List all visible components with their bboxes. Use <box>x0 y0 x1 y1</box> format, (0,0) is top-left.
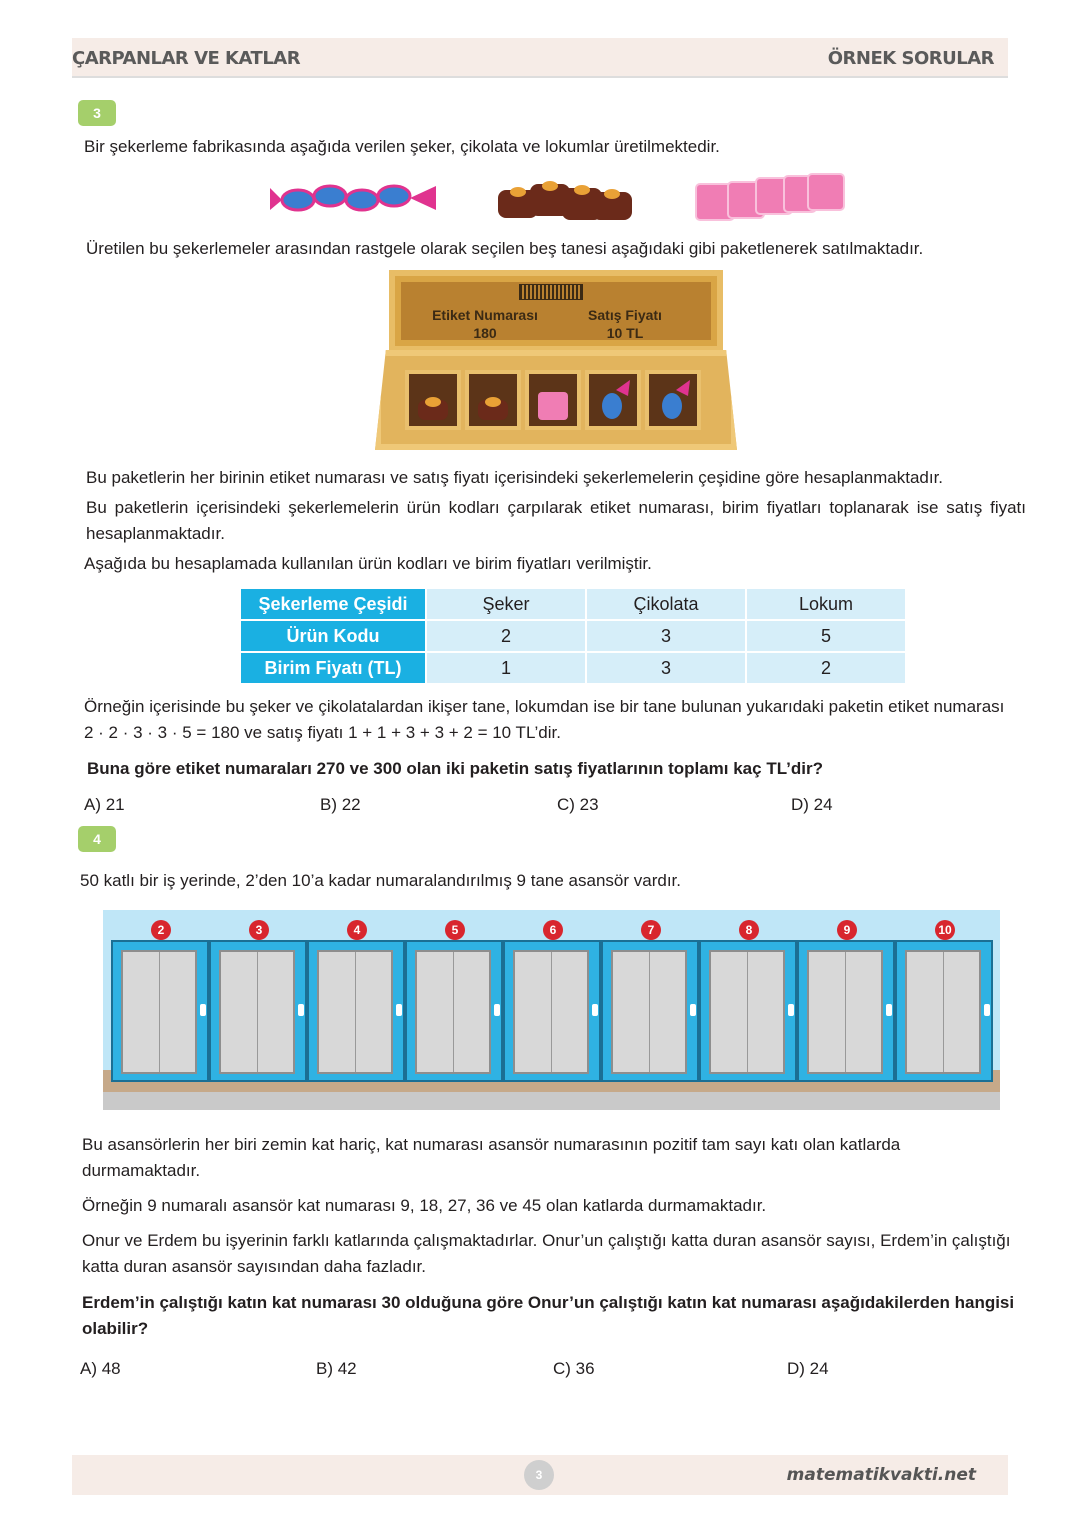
table-cell: 2 <box>746 652 906 684</box>
elevator <box>601 923 699 1082</box>
lokum-image <box>694 172 846 222</box>
chapter-title: ÇARPANLAR VE KATLAR <box>72 48 301 69</box>
elevator-door <box>905 950 981 1074</box>
call-button-icon <box>886 1004 892 1016</box>
candy-box-image <box>375 270 737 458</box>
q4-paragraph-4: Onur ve Erdem bu işyerinin farklı katlarında çalışmaktadırlar. Onur’un çalıştığı katta duran asansör sayısı, Erdem’in çalıştığı katta duran asansör sayısından daha fazladır. <box>82 1231 1011 1276</box>
elevator-door <box>317 950 393 1074</box>
q3-option-b[interactable]: B) 22 <box>320 795 361 814</box>
elevator-door <box>709 950 785 1074</box>
elevator <box>797 923 895 1082</box>
elevator-door <box>513 950 589 1074</box>
table-row <box>240 652 906 684</box>
call-button-icon <box>494 1004 500 1016</box>
q3-question: Buna göre etiket numaraları 270 ve 300 olan iki paketin satış fiyatlarının toplamı kaç TL’dir? <box>87 759 823 778</box>
table-row <box>240 588 906 620</box>
q3-option-c[interactable]: C) 23 <box>557 795 599 814</box>
call-button-icon <box>984 1004 990 1016</box>
page-footer <box>72 1455 1008 1495</box>
elevator-number-badge: 6 <box>543 920 563 940</box>
row-header: Şekerleme Çeşidi <box>240 588 426 620</box>
elevator <box>405 923 503 1082</box>
call-button-icon <box>788 1004 794 1016</box>
table-cell: 2 <box>426 620 586 652</box>
elevator-number-badge: 4 <box>347 920 367 940</box>
page-header <box>72 38 1008 78</box>
page-number: 3 <box>524 1460 554 1490</box>
call-button-icon <box>592 1004 598 1016</box>
elevator <box>111 923 209 1082</box>
chocolate-image <box>496 176 634 222</box>
call-button-icon <box>200 1004 206 1016</box>
call-button-icon <box>396 1004 402 1016</box>
product-table <box>239 587 907 685</box>
elevator-number-badge: 3 <box>249 920 269 940</box>
price-title: Satış Fiyatı <box>588 307 662 323</box>
q4-paragraph-3: Örneğin 9 numaralı asansör kat numarası 9, 18, 27, 36 ve 45 olan katlarda durmamaktadır. <box>82 1196 767 1215</box>
question-number: 3 <box>78 100 116 126</box>
q4-option-a[interactable]: A) 48 <box>80 1359 121 1378</box>
section-title: ÖRNEK SORULAR <box>827 48 994 69</box>
row-header: Ürün Kodu <box>240 620 426 652</box>
q4-question: Erdem’in çalıştığı katın kat numarası 30 olduğuna göre Onur’un çalıştığı katın kat numarası aşağıdakilerden hangisi olabilir? <box>82 1293 1015 1338</box>
elevators-image <box>103 910 1000 1110</box>
table-cell: Lokum <box>746 588 906 620</box>
elevator <box>307 923 405 1082</box>
elevator-number-badge: 9 <box>837 920 857 940</box>
table-cell: 1 <box>426 652 586 684</box>
q3-option-d[interactable]: D) 24 <box>791 795 833 814</box>
candy-image <box>268 178 438 220</box>
elevator-number-badge: 8 <box>739 920 759 940</box>
barcode-icon <box>519 284 583 300</box>
elevator-number-badge: 7 <box>641 920 661 940</box>
q3-paragraph-5: Aşağıda bu hesaplamada kullanılan ürün kodları ve birim fiyatları verilmiştir. <box>84 554 652 573</box>
q4-intro: 50 katlı bir iş yerinde, 2’den 10’a kadar numaralandırılmış 9 tane asansör vardır. <box>80 871 681 890</box>
table-cell: 3 <box>586 620 746 652</box>
q3-paragraph-2: Üretilen bu şekerlemeler arasından rastgele olarak seçilen beş tanesi aşağıdaki gibi paketlenerek satılmaktadır. <box>86 239 924 258</box>
q3-intro: Bir şekerleme fabrikasında aşağıda verilen şeker, çikolata ve lokumlar üretilmektedir. <box>84 137 720 156</box>
elevator <box>895 923 993 1082</box>
elevator-door <box>121 950 197 1074</box>
elevator <box>503 923 601 1082</box>
elevator <box>209 923 307 1082</box>
table-cell: 3 <box>586 652 746 684</box>
elevator-door <box>219 950 295 1074</box>
elevator <box>699 923 797 1082</box>
table-row <box>240 620 906 652</box>
elevator-door <box>807 950 883 1074</box>
q3-option-a[interactable]: A) 21 <box>84 795 125 814</box>
elevator-door <box>415 950 491 1074</box>
call-button-icon <box>298 1004 304 1016</box>
label-number-value: 180 <box>473 325 497 341</box>
q3-example: Örneğin içerisinde bu şeker ve çikolatalardan ikişer tane, lokumdan ise bir tane bulunan yukarıdaki paketin etiket numarası 2 · 2 · 3 · 3 · 5 = 180 ve satış fiyatı 1 + 1 + 3 + 3 + 2 = 10 TL’dir. <box>84 697 1005 742</box>
q4-option-c[interactable]: C) 36 <box>553 1359 595 1378</box>
q4-option-b[interactable]: B) 42 <box>316 1359 357 1378</box>
q3-paragraph-3: Bu paketlerin her birinin etiket numarası ve satış fiyatı içerisindeki şekerlemelerin çeşidine göre hesaplanmaktadır. <box>86 468 944 487</box>
question-number: 4 <box>78 826 116 852</box>
elevator-door <box>611 950 687 1074</box>
table-cell: Şeker <box>426 588 586 620</box>
call-button-icon <box>690 1004 696 1016</box>
elevator-number-badge: 5 <box>445 920 465 940</box>
elevator-number-badge: 2 <box>151 920 171 940</box>
label-number-title: Etiket Numarası <box>432 307 538 323</box>
q3-paragraph-4: Bu paketlerin içerisindeki şekerlemelerin ürün kodları çarpılarak etiket numarası, birim fiyatları toplanarak ise satış fiyatı hesaplanmaktadır. <box>86 498 1026 543</box>
q4-option-d[interactable]: D) 24 <box>787 1359 829 1378</box>
row-header: Birim Fiyatı (TL) <box>240 652 426 684</box>
q4-paragraph-2: Bu asansörlerin her biri zemin kat hariç, kat numarası asansör numarasının pozitif tam sayı katı olan katlarda durmamaktadır. <box>82 1135 901 1180</box>
price-value: 10 TL <box>606 325 644 341</box>
site-name: matematikvakti.net <box>786 1465 976 1485</box>
table-cell: 5 <box>746 620 906 652</box>
table-cell: Çikolata <box>586 588 746 620</box>
elevator-number-badge: 10 <box>935 920 955 940</box>
